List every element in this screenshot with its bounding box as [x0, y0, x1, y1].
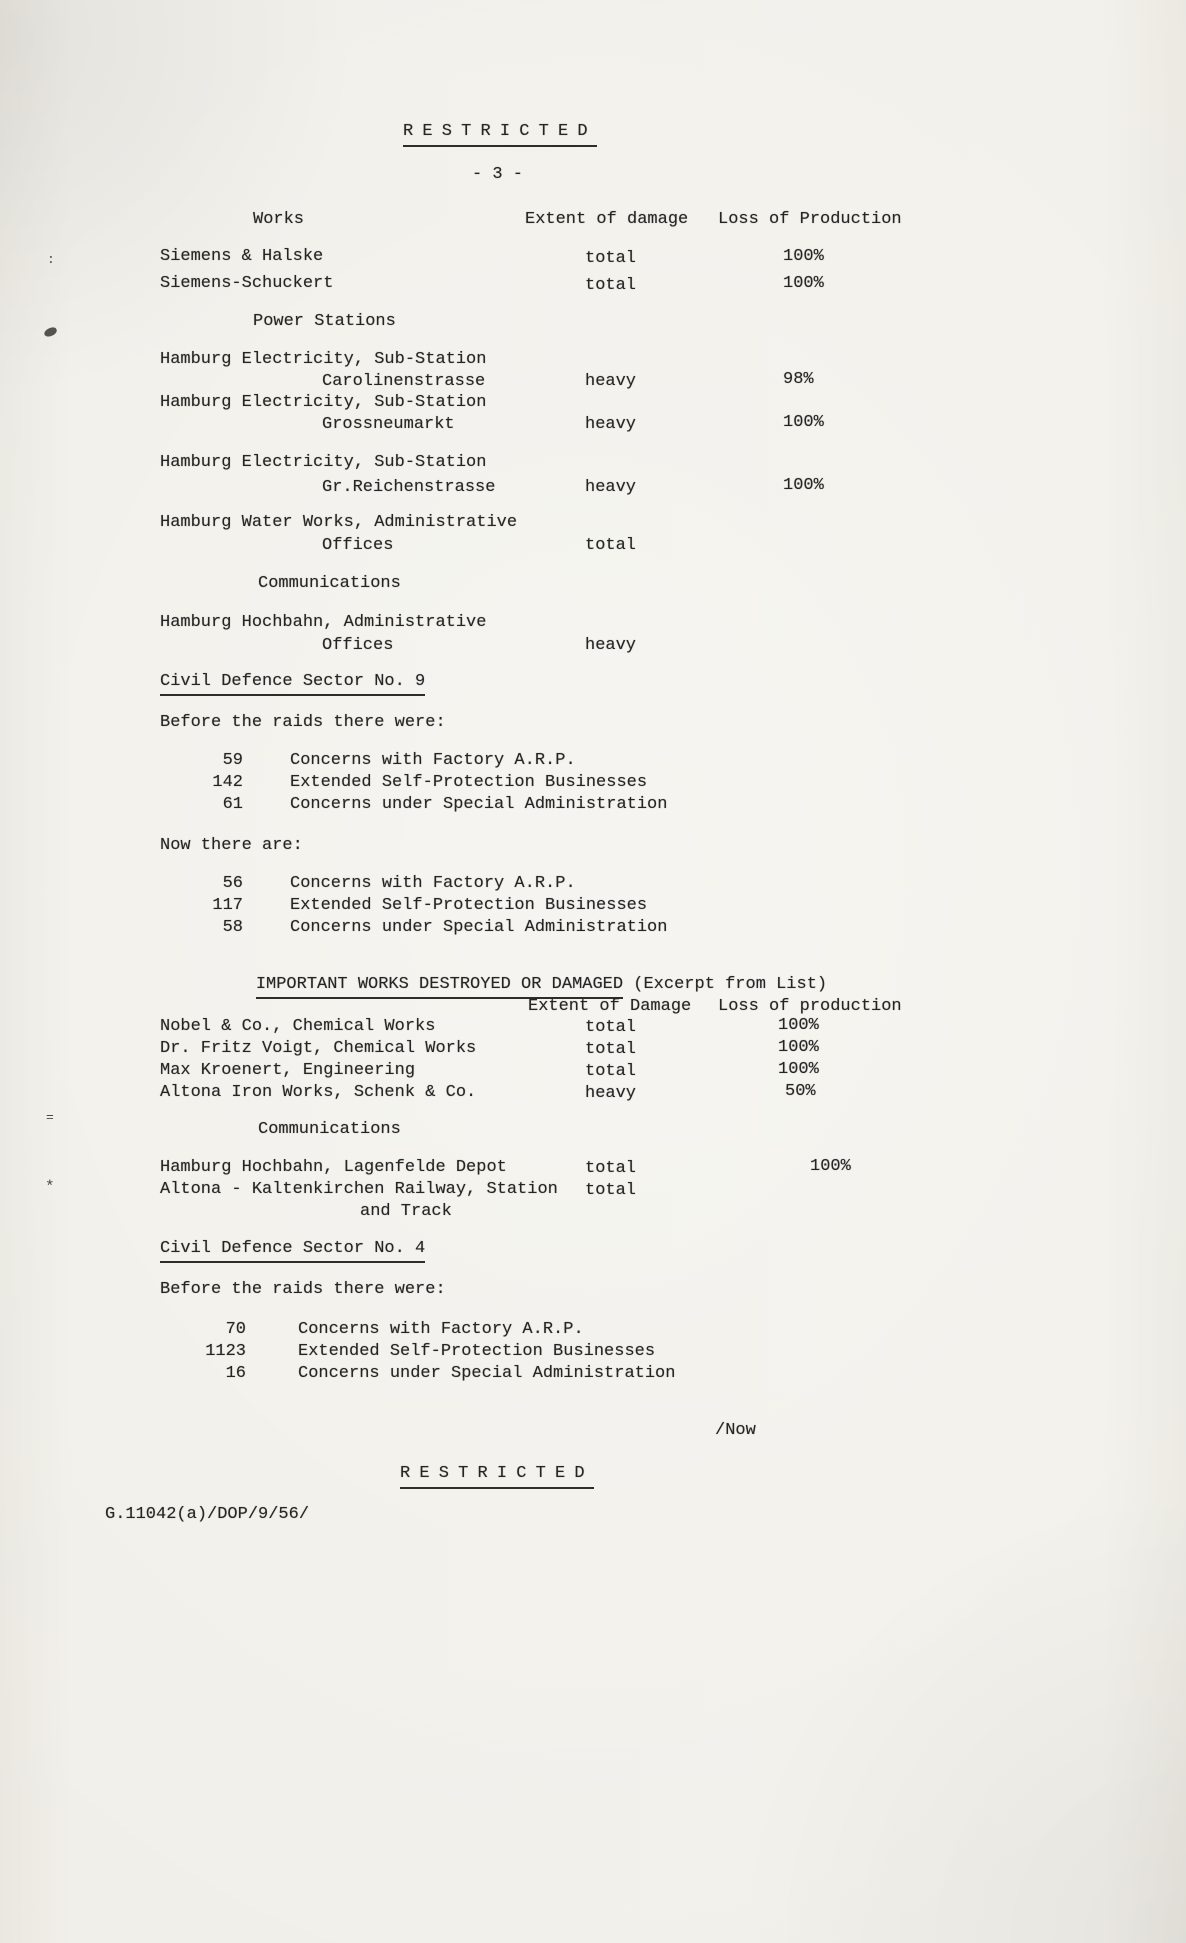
works-name: Altona - Kaltenkirchen Railway, Station	[160, 1180, 558, 1199]
works-name: Siemens-Schuckert	[160, 274, 334, 293]
count-value: 59	[222, 751, 243, 770]
sector-title: Civil Defence Sector No. 4	[160, 1239, 425, 1263]
works-loss: 100%	[778, 1016, 819, 1035]
works-name: Altona Iron Works, Schenk & Co.	[160, 1083, 477, 1102]
count-label: Concerns under Special Administration	[290, 795, 668, 814]
works-extent: total	[585, 249, 637, 268]
works-name: Max Kroenert, Engineering	[160, 1061, 416, 1080]
count-value: 142	[212, 773, 243, 792]
continuation-mark: /Now	[715, 1421, 756, 1440]
count-value: 117	[212, 896, 243, 915]
works-extent: total	[585, 1159, 637, 1178]
works-loss: 98%	[783, 370, 814, 389]
important-works-title-underlined: IMPORTANT WORKS DESTROYED OR DAMAGED	[256, 975, 623, 999]
classification-footer: RESTRICTED	[400, 1464, 594, 1489]
works-loss: 100%	[783, 247, 824, 266]
works-name-sub: Offices	[322, 536, 394, 555]
important-works-title-rest: (Excerpt from List)	[623, 975, 828, 995]
count-label: Concerns under Special Administration	[298, 1364, 676, 1383]
works-extent: total	[585, 1018, 637, 1037]
col-header-works: Works	[253, 210, 305, 229]
section-heading-power-stations: Power Stations	[253, 312, 396, 331]
before-raids-label: Before the raids there were:	[160, 1280, 446, 1299]
count-value: 1123	[205, 1342, 246, 1361]
count-label: Concerns with Factory A.R.P.	[298, 1320, 584, 1339]
col-header-extent: Extent of damage	[525, 210, 689, 229]
count-value: 56	[222, 874, 243, 893]
col-header-loss-2: Loss of production	[718, 997, 902, 1016]
works-name-sub: Gr.Reichenstrasse	[322, 478, 496, 497]
works-extent: heavy	[585, 478, 637, 497]
col-header-extent-2: Extent of Damage	[528, 997, 692, 1016]
works-name: Hamburg Electricity, Sub-Station	[160, 350, 487, 369]
scan-artifact: =	[46, 1110, 54, 1125]
works-extent: heavy	[585, 636, 637, 655]
sector-title: Civil Defence Sector No. 9	[160, 672, 425, 696]
works-extent: total	[585, 536, 637, 555]
works-loss: 100%	[783, 476, 824, 495]
works-loss: 100%	[810, 1157, 851, 1176]
now-there-are-label: Now there are:	[160, 836, 303, 855]
works-loss: 100%	[783, 274, 824, 293]
count-label: Concerns with Factory A.R.P.	[290, 751, 576, 770]
before-raids-label: Before the raids there were:	[160, 713, 446, 732]
works-loss: 100%	[783, 413, 824, 432]
count-label: Extended Self-Protection Businesses	[298, 1342, 656, 1361]
works-loss: 100%	[778, 1060, 819, 1079]
works-extent: total	[585, 1040, 637, 1059]
works-extent: heavy	[585, 415, 637, 434]
works-name: Hamburg Electricity, Sub-Station	[160, 453, 487, 472]
count-value: 58	[222, 918, 243, 937]
count-value: 61	[222, 795, 243, 814]
works-name-sub: and Track	[360, 1202, 452, 1221]
works-name: Hamburg Electricity, Sub-Station	[160, 393, 487, 412]
works-name: Hamburg Hochbahn, Lagenfelde Depot	[160, 1158, 507, 1177]
document-reference: G.11042(a)/DOP/9/56/	[105, 1505, 310, 1524]
col-header-loss: Loss of Production	[718, 210, 902, 229]
works-name: Nobel & Co., Chemical Works	[160, 1017, 436, 1036]
count-label: Extended Self-Protection Businesses	[290, 896, 648, 915]
works-name-sub: Offices	[322, 636, 394, 655]
works-extent: heavy	[585, 1084, 637, 1103]
page-number: - 3 -	[472, 165, 524, 184]
section-heading-communications: Communications	[258, 574, 401, 593]
count-label: Extended Self-Protection Businesses	[290, 773, 648, 792]
ink-blot	[43, 326, 58, 338]
works-loss: 50%	[785, 1082, 816, 1101]
scan-artifact: :	[47, 252, 55, 267]
works-loss: 100%	[778, 1038, 819, 1057]
count-label: Concerns with Factory A.R.P.	[290, 874, 576, 893]
works-name: Siemens & Halske	[160, 247, 324, 266]
classification-header: RESTRICTED	[403, 122, 597, 147]
works-extent: total	[585, 276, 637, 295]
count-label: Concerns under Special Administration	[290, 918, 668, 937]
works-name: Dr. Fritz Voigt, Chemical Works	[160, 1039, 477, 1058]
works-name: Hamburg Water Works, Administrative	[160, 513, 518, 532]
works-name-sub: Grossneumarkt	[322, 415, 455, 434]
works-extent: heavy	[585, 372, 637, 391]
scan-artifact: *	[45, 1178, 55, 1196]
count-value: 16	[225, 1364, 246, 1383]
works-name-sub: Carolinenstrasse	[322, 372, 486, 391]
works-extent: total	[585, 1062, 637, 1081]
works-extent: total	[585, 1181, 637, 1200]
section-heading-communications: Communications	[258, 1120, 401, 1139]
count-value: 70	[225, 1320, 246, 1339]
works-name: Hamburg Hochbahn, Administrative	[160, 613, 487, 632]
